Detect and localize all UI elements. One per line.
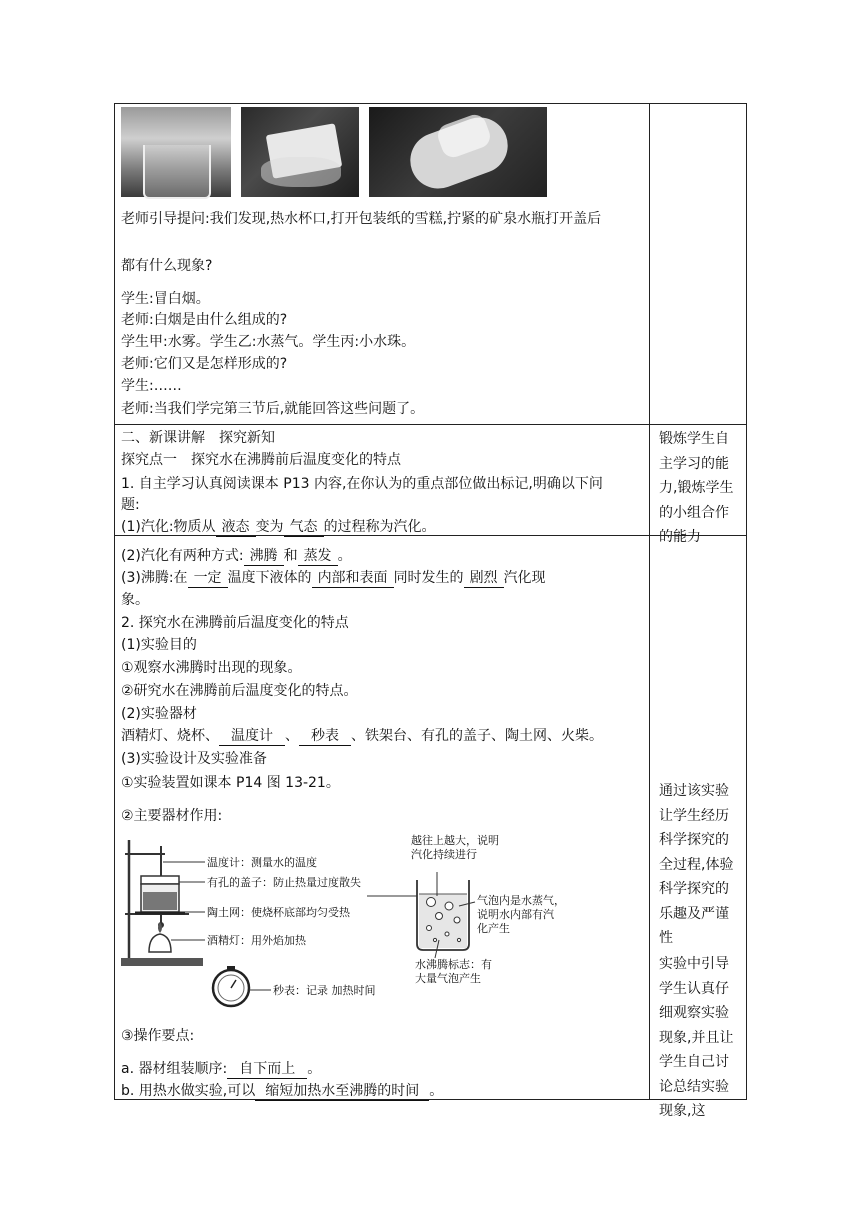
photo-hot-cup [121, 107, 231, 197]
bubble [427, 898, 436, 907]
label-thermometer: 温度计：测量水的温度 [207, 856, 317, 869]
label-bubble-1: 气泡内是水蒸气， [477, 894, 565, 907]
photo-water-bottle [369, 107, 547, 197]
task-1-line-b: 题: [121, 497, 140, 513]
lid [141, 876, 179, 884]
row3-side-note-2: 实验中引导学生认真仔细观察实验现象,并且让学生自己讨论总结实验现象,这 [659, 956, 734, 1119]
alcohol-lamp [149, 934, 171, 952]
label-top-2: 汽化持续进行 [411, 848, 477, 861]
vaporization-ways: (2)汽化有两种方式: 沸腾 和 蒸发 。 [121, 548, 352, 564]
dialogue-2: 老师:白烟是由什么组成的? [121, 312, 288, 328]
label-lamp: 酒精灯：用外焰加热 [207, 934, 306, 947]
blank-bottom-up: 自下而上 [227, 1060, 307, 1079]
section-2-title: 2. 探究水在沸腾前后温度变化的特点 [121, 615, 349, 631]
blank-shorten-time: 缩短加热水至沸腾的时间 [255, 1082, 429, 1101]
equipment-title: (2)实验器材 [121, 706, 197, 722]
blank-stopwatch: 秒表 [299, 727, 351, 746]
row1-main-cell [114, 103, 650, 425]
design-2: ②主要器材作用: [121, 808, 223, 824]
label-top-1: 越往上越大，说明 [411, 834, 499, 847]
aim-2: ②研究水在沸腾前后温度变化的特点。 [121, 683, 358, 699]
bubble [454, 917, 460, 923]
lesson-table [114, 103, 747, 1119]
blank-liquid: 液态 [216, 518, 256, 537]
blank-thermometer: 温度计 [219, 727, 285, 746]
dialogue-5: 学生:…… [121, 378, 182, 394]
operation-b: b. 用热水做实验,可以 缩短加热水至沸腾的时间 。 [121, 1083, 444, 1099]
bubble [445, 902, 453, 910]
row3-side-cell [649, 535, 747, 1119]
label-gauze: 陶土网：使烧杯底部均匀受热 [207, 906, 350, 919]
vaporization-definition: (1)汽化:物质从 液态 变为 气态 的过程称为汽化。 [121, 519, 436, 535]
bubble [457, 938, 460, 941]
row2-side-note: 锻炼学生自主学习的能力,锻炼学生的小组合作的能力 [659, 431, 734, 545]
bubble [445, 932, 449, 936]
label-bubble-3: 化产生 [477, 922, 510, 935]
row2-side-cell [649, 424, 747, 545]
section-heading: 二、新课讲解 探究新知 [121, 430, 275, 446]
blank-violent: 剧烈 [464, 569, 504, 588]
row3-side-note-1: 通过该实验让学生经历科学探究的全过程,体验科学探究的乐趣及严谨性 [659, 783, 734, 946]
operation-a: a. 器材组装顺序: 自下而上 。 [121, 1061, 322, 1077]
inquiry-point-title: 探究点一 探究水在沸腾前后温度变化的特点 [121, 452, 401, 468]
label-lid: 有孔的盖子：防止热量过度散失 [207, 876, 361, 889]
aim-title: (1)实验目的 [121, 637, 197, 653]
design-1: ①实验装置如课本 P14 图 13-21。 [121, 775, 340, 791]
label-boil-mark-2: 大量气泡产生 [415, 972, 481, 985]
boiling-definition: (3)沸腾:在 一定 温度下液体的 内部和表面 同时发生的 剧烈 汽化现 [121, 570, 546, 586]
bubble [427, 926, 432, 931]
bubble [436, 913, 443, 920]
blank-certain: 一定 [188, 569, 228, 588]
stand-base [121, 958, 203, 966]
row1-side-cell [649, 103, 747, 425]
dialogue-4: 老师:它们又是怎样形成的? [121, 356, 288, 372]
dialogue-3: 学生甲:水雾。学生乙:水蒸气。学生丙:小水珠。 [121, 334, 416, 350]
bubble [433, 938, 436, 941]
operations-title: ③操作要点: [121, 1028, 195, 1044]
question-line-2: 都有什么现象? [121, 258, 213, 274]
photo-ice-cream [241, 107, 359, 197]
row3-main-cell [114, 535, 650, 1100]
blank-boiling: 沸腾 [244, 547, 284, 566]
aim-1: ①观察水沸腾时出现的现象。 [121, 660, 302, 676]
blank-evaporation: 蒸发 [298, 547, 338, 566]
label-boil-mark-1: 水沸腾标志：有 [415, 958, 492, 971]
boiling-definition-end: 象。 [121, 592, 149, 608]
dialogue-1: 学生:冒白烟。 [121, 291, 210, 307]
task-1-line-a: 1. 自主学习认真阅读课本 P13 内容,在你认为的重点部位做出标记,明确以下问 [121, 476, 603, 492]
question-line-1: 老师引导提问:我们发现,热水杯口,打开包装纸的雪糕,拧紧的矿泉水瓶打开盖后 [121, 211, 602, 227]
row2-main-cell [114, 424, 650, 536]
blank-inside-surface: 内部和表面 [312, 569, 394, 588]
label-stopwatch: 秒表：记录 加热时间 [273, 984, 376, 997]
apparatus-figure [119, 832, 565, 1012]
blank-gas: 气态 [284, 518, 324, 537]
dialogue-6: 老师:当我们学完第三节后,就能回答这些问题了。 [121, 401, 425, 417]
equipment-list: 酒精灯、烧杯、 温度计 、 秒表 、铁架台、有孔的盖子、陶土网、火柴。 [121, 728, 603, 744]
design-title: (3)实验设计及实验准备 [121, 751, 267, 767]
label-bubble-2: 说明水内部有汽 [477, 908, 554, 921]
